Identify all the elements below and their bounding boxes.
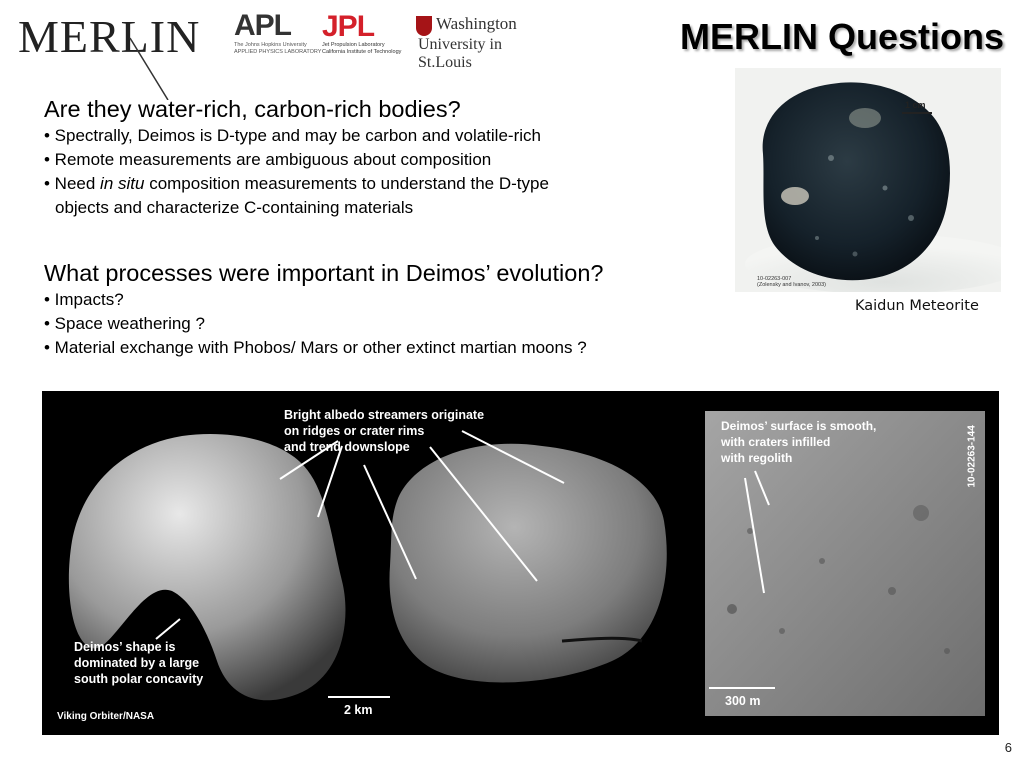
- annotation-line: and trend downslope: [284, 440, 410, 454]
- question-block-evolution: [44, 258, 603, 360]
- meteorite-id-line: (Zolensky and Ivanov, 2003): [757, 282, 826, 288]
- annotation-line: south polar concavity: [74, 672, 204, 686]
- question-block-composition: [44, 94, 549, 220]
- apl-logo: [234, 10, 324, 60]
- bullet-item: • Impacts?: [44, 290, 124, 309]
- deimos-composite-image: [42, 391, 999, 735]
- wustl-logo-line2: University in St.Louis: [418, 36, 502, 71]
- apl-logo-mark: APL: [234, 9, 291, 42]
- question-heading: What processes were important in Deimos’ evolution?: [44, 260, 604, 286]
- jpl-logo-line1: Jet Propulsion Laboratory: [322, 42, 385, 48]
- merlin-logo-wordmark: MERLIN: [18, 11, 201, 62]
- bullet-item: • Spectrally, Deimos is D-type and may be carbon and volatile-rich: [44, 126, 541, 145]
- meteorite-rock-illustration: [735, 68, 1001, 292]
- wustl-logo-line1: Washington: [436, 14, 517, 33]
- annotation-line: Deimos’ shape is: [74, 640, 176, 654]
- meteorite-id-line: 10-02263-007: [757, 276, 792, 282]
- question-heading: Are they water-rich, carbon-rich bodies?: [44, 96, 461, 122]
- image-id-text: 10-02263-144: [966, 425, 978, 488]
- bullet-continuation: objects and characterize C-containing materials: [55, 198, 414, 217]
- image-credit: Viking Orbiter/NASA: [57, 711, 155, 722]
- merlin-logo: [18, 8, 218, 100]
- slide-title: MERLIN Questions: [679, 16, 1004, 57]
- page-number: 6: [1004, 740, 1012, 755]
- image-id-label: [963, 421, 979, 491]
- meteorite-scale-bar: [902, 112, 932, 114]
- meteorite-caption: Kaidun Meteorite: [855, 298, 979, 314]
- meteorite-scale-label: 1 cm: [905, 100, 926, 110]
- bullet-item: • Space weathering ?: [44, 314, 205, 333]
- annotation-line: with craters infilled: [721, 435, 831, 449]
- jpl-logo-line2: California Institute of Technology: [322, 49, 402, 55]
- meteorite-id-label: [757, 276, 826, 288]
- scale-label-km: 2 km: [344, 703, 373, 717]
- annotation-surface: [721, 418, 876, 466]
- annotation-line: with regolith: [721, 451, 793, 465]
- annotation-shape: [74, 639, 203, 687]
- jpl-logo: [322, 12, 414, 60]
- wustl-logo: [416, 14, 536, 71]
- annotation-line: on ridges or crater rims: [284, 424, 425, 438]
- wustl-shield-icon: [416, 16, 432, 36]
- bullet-item: • Material exchange with Phobos/ Mars or other extinct martian moons ?: [44, 338, 587, 357]
- annotation-streamers: [284, 407, 484, 455]
- apl-logo-line1: The Johns Hopkins University: [234, 42, 307, 48]
- bullet-text: • Need: [44, 174, 101, 193]
- bullet-item: [44, 172, 549, 196]
- bullet-item: • Remote measurements are ambiguous about composition: [44, 150, 492, 169]
- apl-logo-line2: APPLIED PHYSICS LABORATORY: [234, 49, 322, 55]
- bullet-text: composition measurements to understand the D-type: [144, 174, 549, 193]
- annotation-line: Deimos’ surface is smooth,: [721, 419, 877, 433]
- scale-label-m: 300 m: [725, 694, 761, 708]
- annotation-line: dominated by a large: [74, 656, 200, 670]
- kaidun-meteorite-photo: [735, 68, 1001, 292]
- bullet-emphasis: in situ: [100, 174, 145, 193]
- jpl-logo-mark: JPL: [322, 10, 375, 43]
- merlin-logo-swoosh: [18, 8, 218, 100]
- annotation-line: Bright albedo streamers originate: [284, 408, 485, 422]
